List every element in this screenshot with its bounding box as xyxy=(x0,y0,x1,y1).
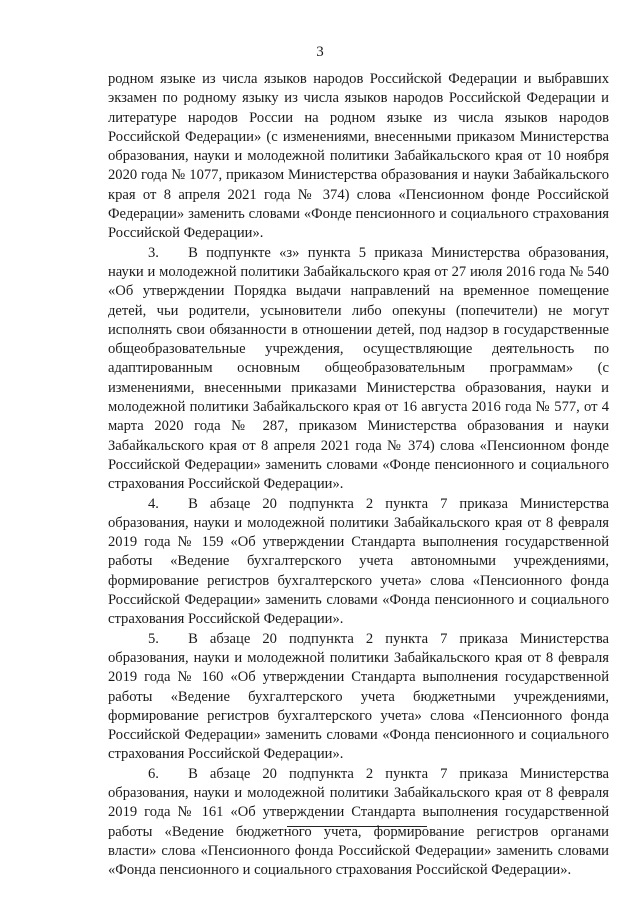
paragraph-text: В абзаце 20 подпункта 2 пункта 7 приказа Министерства образования, науки и молодежной политики Забайкальского края от 8 февраля 2019 года № 160 «Об утверждении Стандарта выполнения государственной работы «Ведение бухгалтерского учета бюджетными учреждениями, формирование регистров бухгалтерского учета» слова «Пенсионного фонда Российской Федерации» заменить словами «Фонда пенсионного и социального страхования Российской Федерации». xyxy=(108,630,609,763)
paragraph-number: 4. xyxy=(148,495,159,512)
document-body xyxy=(108,70,609,880)
paragraph-text: В абзаце 20 подпункта 2 пункта 7 приказа Министерства образования, науки и молодежной политики Забайкальского края от 8 февраля 2019 года № 161 «Об утверждении Стандарта выполнения государственной работы «Ведение бюджетного учета, формирование регистров органами власти» слова «Пенсионного фонда Российской Федерации» заменить словами «Фонда пенсионного и социального страхования Российской Федерации». xyxy=(108,765,609,879)
paragraph-text: В подпункте «з» пункта 5 приказа Министерства образования, науки и молодежной политики Забайкальского края от 27 июля 2016 года № 540 «Об утверждении Порядка выдачи направлений на временное помещение детей, чьи родители, усыновители либо опекуны (попечители) не могут исполнять свои обязанности в отношении детей, под надзор в государственные общеобразовательные учреждения, осуществляющие деятельность по адаптированным основным общеобразовательным программам» (с изменениями, внесенными приказами Министерства образования, науки и молодежной политики Забайкальского края от 16 августа 2016 года № 577, от 4 марта 2020 года № 287, приказом Министерства образования и науки Забайкальского края от 8 апреля 2021 года № 374) слова «Пенсионном фонде Российской Федерации» заменить словами «Фонде пенсионного и социального страхования Российской Федерации». xyxy=(108,244,609,493)
paragraph-text: В абзаце 20 подпункта 2 пункта 7 приказа Министерства образования, науки и молодежной политики Забайкальского края от 8 февраля 2019 года № 159 «Об утверждении Стандарта выполнения государственной работы «Ведение бухгалтерского учета автономными учреждениями, формирование регистров бухгалтерского учета» слова «Пенсионного фонда Российской Федерации» заменить словами «Фонда пенсионного и социального страхования Российской Федерации». xyxy=(108,495,609,628)
paragraph-item-6 xyxy=(108,765,609,881)
paragraph-number: 6. xyxy=(148,765,159,782)
paragraph-number: 3. xyxy=(148,244,159,261)
paragraph-continuation xyxy=(108,70,609,244)
paragraph-text: родном языке из числа языков народов Российской Федерации и выбравших экзамен по родному языку из числа языков народов Российской Федерации и литературе народов России на родном языке из числа языков народов Российской Федерации» (с изменениями, внесенными приказом Министерства образования, науки и молодежной политики Забайкальского края от 10 ноября 2020 года № 1077, приказом Министерства образования и науки Забайкальского края от 8 апреля 2021 года № 374) слова «Пенсионном фонде Российской Федерации» заменить словами «Фонде пенсионного и социального страхования Российской Федерации». xyxy=(108,71,609,242)
paragraph-item-5 xyxy=(108,630,609,765)
paragraph-item-4 xyxy=(108,495,609,630)
paragraph-item-3 xyxy=(108,244,609,495)
paragraph-number: 5. xyxy=(148,630,159,647)
page-number: 3 xyxy=(316,44,324,60)
end-divider xyxy=(287,826,427,827)
